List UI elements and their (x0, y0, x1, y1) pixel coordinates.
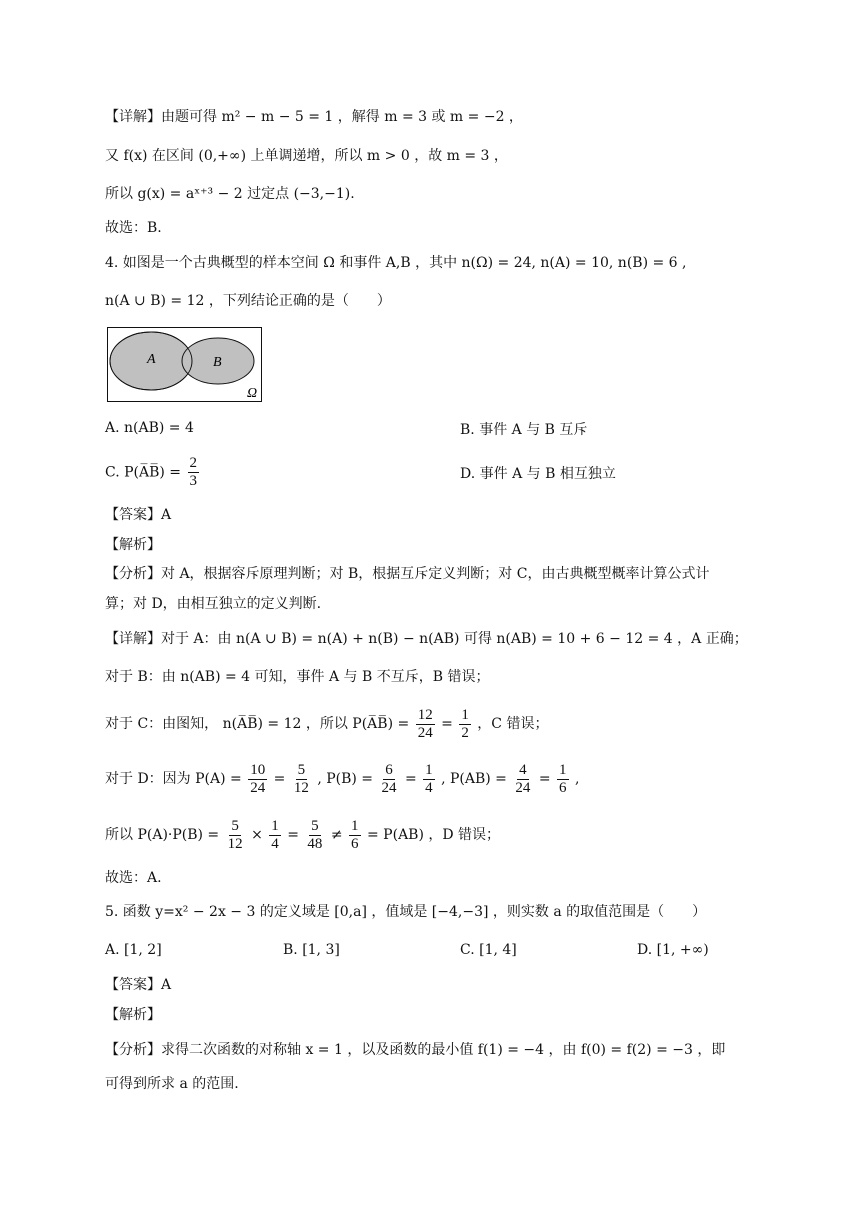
q4-option-b: B. 事件 A 与 B 互斥 (460, 422, 588, 438)
answer-5: 【答案】A (105, 977, 172, 993)
detail-4-line-2: 对于 B：由 n(AB) = 4 可知，事件 A 与 B 不互斥，B 错误； (105, 669, 490, 685)
answer-4: 【答案】A (105, 507, 172, 523)
detail-4-line-6: 故选：A. (105, 870, 162, 886)
line-detail-1: 【详解】由题可得 m² − m − 5 = 1 ，解得 m = 3 或 m = −2 ， (105, 109, 523, 125)
question-4-line-1: 4. 如图是一个古典概型的样本空间 Ω 和事件 A,B ，其中 n(Ω) = 24, n(A) = 10, n(B) = 6 , (105, 255, 687, 271)
q5-option-b: B. [1, 3] (283, 942, 340, 958)
analysis-4-line-1: 【分析】对 A，根据容斥原理判断；对 B，根据互斥定义判断；对 C，由古典概型概率计算公式计 (105, 566, 710, 582)
analysis-4-heading: 【解析】 (105, 537, 161, 553)
q5-option-d: D. [1, +∞) (637, 942, 709, 958)
q5-option-c: C. [1, 4] (460, 942, 517, 958)
detail-4-line-1: 【详解】对于 A：由 n(A ∪ B) = n(A) + n(B) − n(AB) 可得 n(AB) = 10 + 6 − 12 = 4 ，A 正确； (105, 631, 748, 647)
detail-4-line-5: 所以 P(A)·P(B) = $\frac{5}{12}$ × $\frac{1}{4}$ = $\frac{5}{48}$ ≠ $\frac{1}{6}$ = P(AB) ，D 错误； (105, 817, 501, 852)
fraction-1-2: $\frac{1}{2}$ (461, 706, 469, 741)
detail-4-line-3: 对于 C：由图知， n(A̅B̅) = 12 ，所以 P(A̅B̅) = $\frac{12}{24}$ = $\frac{1}{2}$ ，C 错误； (105, 706, 549, 741)
detail-4-line-4: 对于 D：因为 P(A) = $\frac{10}{24}$ = $\frac{5}{12}$ , P(B) = $\frac{6}{24}$ = $\frac{1}{4}$ , P(AB) = $\frac{4}{24}$ = $\frac{1}{6}$ , (105, 761, 580, 796)
fraction-1-4-b: $\frac{1}{4}$ (271, 817, 279, 852)
fraction-1-6: $\frac{1}{6}$ (559, 761, 567, 796)
fraction-12-24: $\frac{12}{24}$ (417, 706, 433, 741)
venn-label-a: A (147, 352, 156, 367)
fraction-1-4: $\frac{1}{4}$ (425, 761, 433, 796)
line-detail-3: 所以 g(x) = aˣ⁺³ − 2 过定点 (−3,−1). (105, 186, 355, 202)
line-detail-2: 又 f(x) 在区间 (0,+∞) 上单调递增，所以 m > 0 ，故 m = 3 ， (105, 148, 508, 164)
line-choice-b: 故选：B. (105, 220, 162, 236)
venn-diagram (107, 327, 262, 402)
q4-option-a: A. n(AB) = 4 (105, 420, 194, 436)
fraction-4-24: $\frac{4}{24}$ (515, 761, 531, 796)
fraction-1-6-b: $\frac{1}{6}$ (351, 817, 359, 852)
fraction-5-48: $\frac{5}{48}$ (307, 817, 323, 852)
question-4-line-2: n(A ∪ B) = 12 ，下列结论正确的是（ ） (105, 293, 391, 309)
fraction-6-24: $\frac{6}{24}$ (381, 761, 397, 796)
venn-label-b: B (213, 355, 222, 370)
fraction-10-24: $\frac{10}{24}$ (250, 761, 266, 796)
q5-option-a: A. [1, 2] (105, 942, 162, 958)
q4-option-c (105, 455, 201, 490)
q4-option-c-label: C. P(A̅B̅) = (105, 464, 182, 481)
q4-option-d: D. 事件 A 与 B 相互独立 (460, 466, 616, 482)
question-5: 5. 函数 y=x² − 2x − 3 的定义域是 [0,a] ，值域是 [−4,−3] ，则实数 a 的取值范围是（ ） (105, 904, 707, 920)
analysis-5-heading: 【解析】 (105, 1007, 161, 1023)
analysis-5-line-1: 【分析】求得二次函数的对称轴 x = 1 ，以及函数的最小值 f(1) = −4 ，由 f(0) = f(2) = −3 ，即 (105, 1042, 726, 1058)
fraction-5-12: $\frac{5}{12}$ (293, 761, 309, 796)
fraction-2-3: $\frac{2}{3}$ (189, 455, 197, 489)
venn-label-omega: Ω (247, 386, 258, 401)
analysis-5-line-2: 可得到所求 a 的范围. (105, 1076, 239, 1092)
analysis-4-line-2: 算；对 D，由相互独立的定义判断. (105, 596, 322, 612)
fraction-5-12-b: $\frac{5}{12}$ (227, 817, 243, 852)
